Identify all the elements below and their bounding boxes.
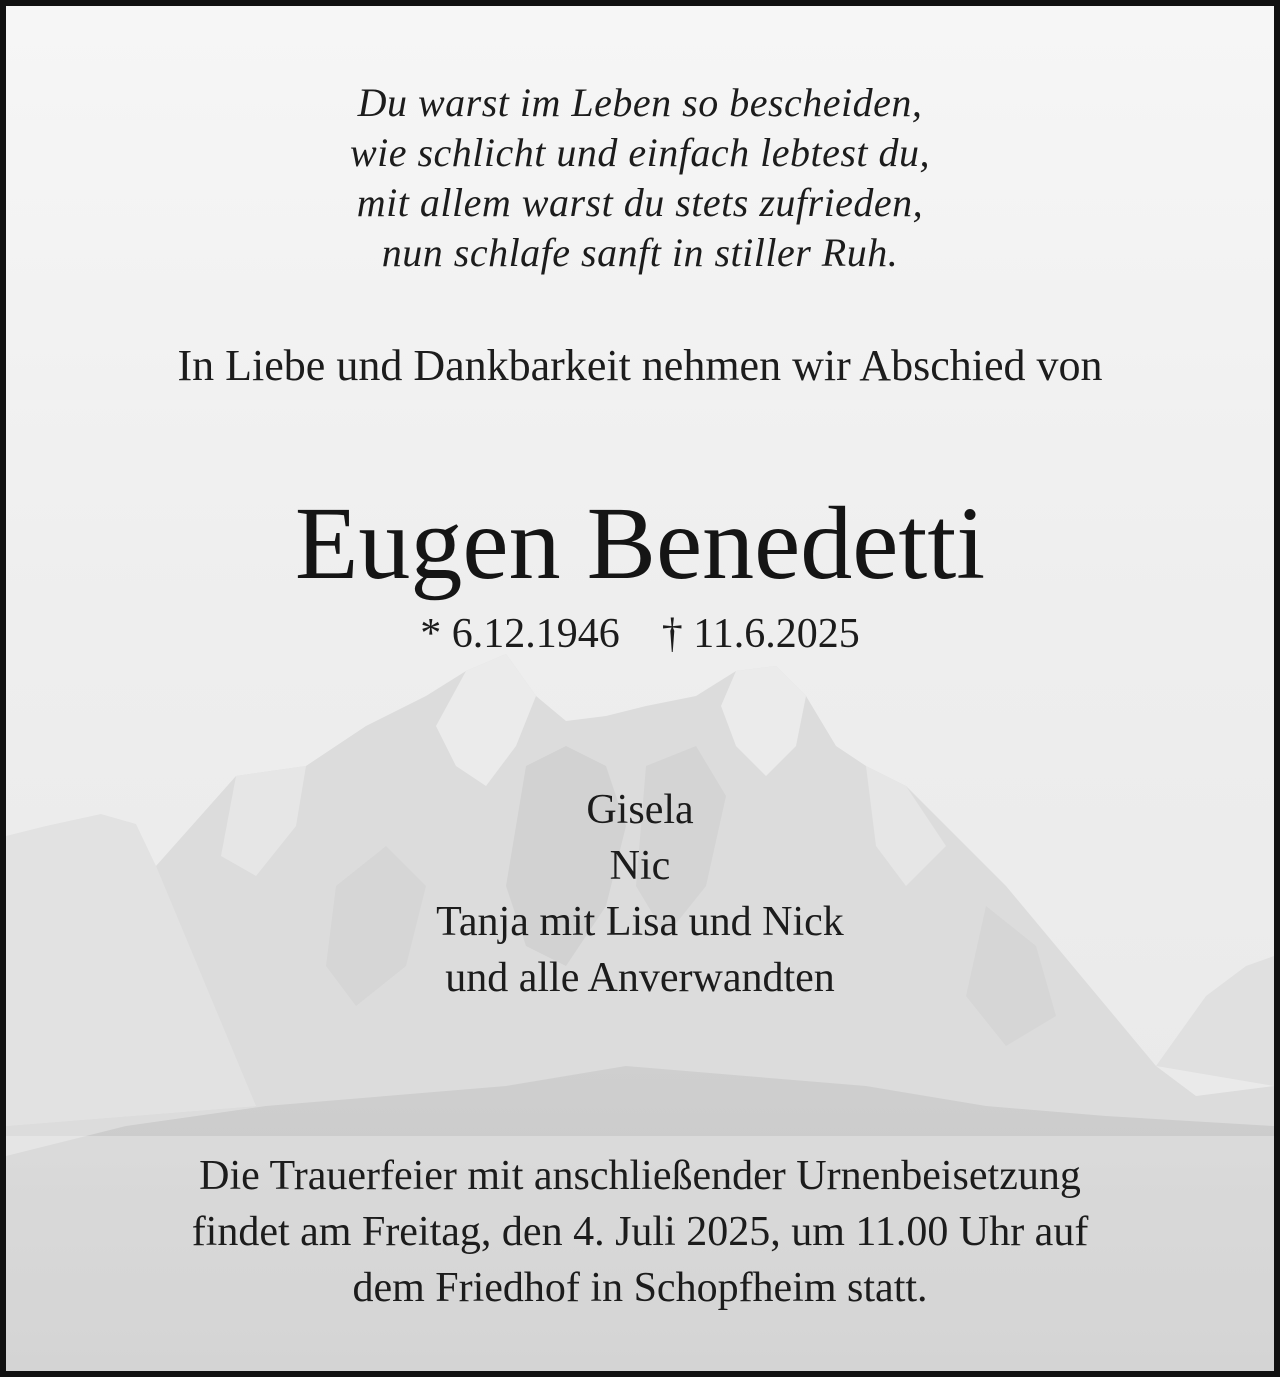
service-line: findet am Freitag, den 4. Juli 2025, um 11.00 Uhr auf [191,1209,1089,1255]
verse-line: mit allem warst du stets zufrieden, [356,180,924,225]
life-dates [6,608,1274,660]
death-date: † 11.6.2025 [661,611,860,657]
service-line: dem Friedhof in Schopfheim statt. [352,1265,928,1311]
farewell-intro: In Liebe und Dankbarkeit nehmen wir Abschied von [177,341,1103,390]
birth-date: * 6.12.1946 [420,611,620,657]
deceased-name: Eugen Benedetti [294,486,986,601]
service-line: Die Trauerfeier mit anschließender Urnenbeisetzung [199,1153,1081,1199]
mourner-line: Nic [609,843,671,889]
mourner-line: und alle Anverwandten [445,955,835,1001]
verse-line: wie schlicht und einfach lebtest du, [349,130,931,175]
memorial-verse [6,78,1274,278]
verse-line: nun schlafe sanft in stiller Ruh. [381,230,899,275]
mourner-line: Gisela [586,787,694,833]
mourner-line: Tanja mit Lisa und Nick [436,899,844,945]
funeral-service-notice [6,1148,1274,1316]
mourners-list [6,782,1274,1006]
verse-line: Du warst im Leben so bescheiden, [357,80,923,125]
